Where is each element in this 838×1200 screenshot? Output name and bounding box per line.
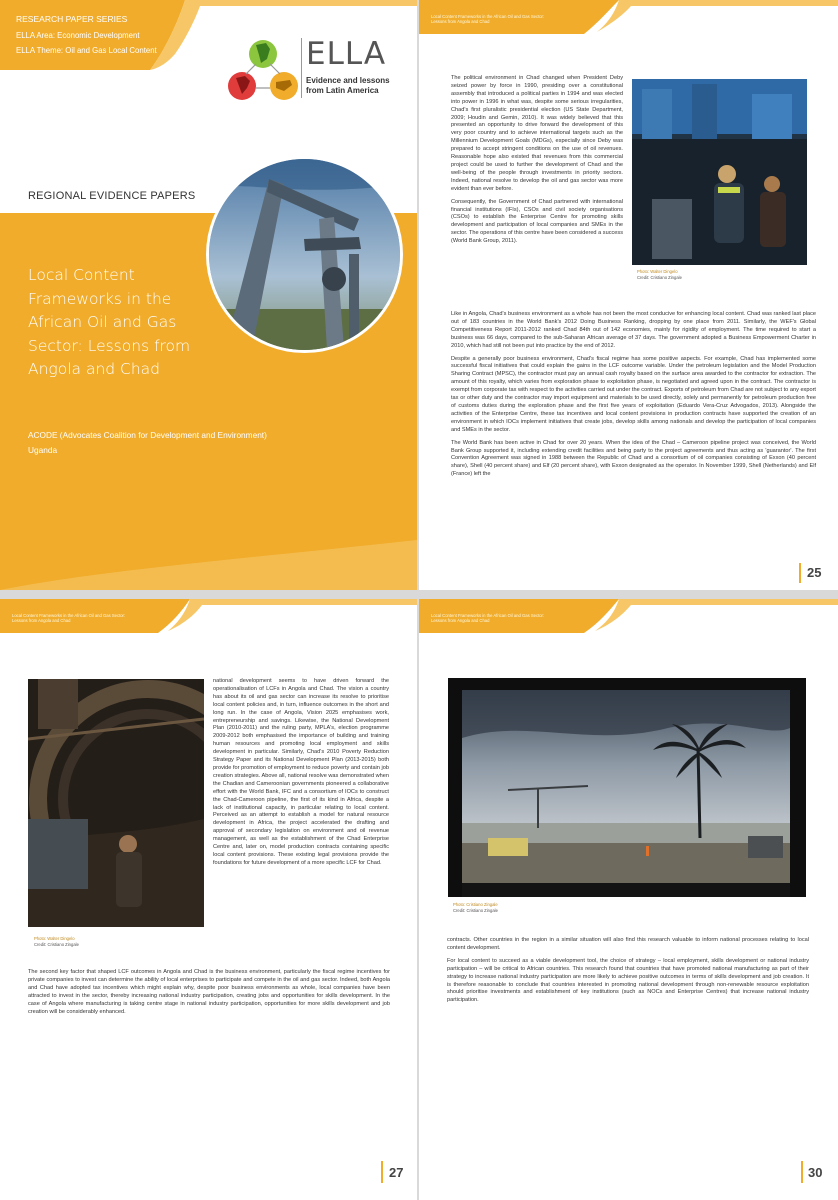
logo-divider — [301, 38, 302, 98]
caption-label: Photo: Cristiano Zingale — [453, 902, 498, 907]
cover-page — [0, 0, 417, 590]
cover-photo-oil-pump — [206, 156, 403, 353]
caption-credit: Credit: Cristiano Zingale — [453, 907, 498, 913]
page-number-bar — [801, 1161, 803, 1183]
paragraph: Despite a generally poor business environment, Chad's fiscal regime has some positive aspects. For example, Chad has implemented some successful fiscal initiatives that could explain the gains in the LCF outcome variable. Under the petroleum legislation and the Model Production Sharing Contract (MPSC), the contractor must pay an annual cash royalty based on the surface area awarded to the contractor for extraction. The amount of this royalty, which varies from exploration phase to exploitation phase, is negotiated and agreed upon in the contract. The contractor is exempt from corporate tax with respect to the activities carried out under the contract. Exports of petroleum from Chad are not subject to any export tax or other duty and the contractor may import equipment and materials to be used directly, solely and permanently for petroleum production free of customs duties during the exploration phase and the first five years of exploitation (Eduardo Vera-Cruz Advogados, 2013). Alongside the activities of the Enterprise Centre, these tax incentives and local content provisions in production contracts have supported the creation of an environment in which IOCs implement initiatives that create jobs, develop skills among nationals and develop the participation of local companies and SMEs in the sector. — [451, 355, 816, 433]
page-number: 30 — [808, 1165, 823, 1180]
logo-wordmark: ELLA — [306, 36, 387, 72]
paragraph: contracts. Other countries in the region in a similar situation will also find this research valuable to inform national processes relating to local content development. — [447, 937, 809, 951]
running-header — [431, 14, 591, 24]
column-text — [451, 75, 623, 251]
theme-label: ELLA Theme: Oil and Gas Local Content — [16, 46, 157, 55]
cover-bottom-wave — [0, 540, 417, 590]
section-label: REGIONAL EVIDENCE PAPERS — [28, 190, 196, 202]
paragraph: Like in Angola, Chad's business environment as a whole has not been the most conducive for enhancing local content. Chad was ranked last place out of 183 countries in the World Bank's 2012 Doing Business Ranking, dropping by one place from 2011. Similarly, the WEF's Global Competitiveness Report 2011-2012 ranked Chad 84th out of 142 economies, mainly for rigidity of employment. The time required to start a business was 66 days, compared to the sub-Saharan African average of 37 days. The government adopted a Business Empowerment Charter in 2010, which had still not been put into practice by the end of 2012. — [451, 311, 816, 349]
caption-label: Photo: Walter Dingelo — [34, 936, 75, 941]
running-header-line1: Local Content Frameworks in the African Oil and Gas Sector: — [431, 14, 545, 19]
running-header-line2: Lessons from Angola and Chad — [12, 618, 71, 624]
running-header — [12, 613, 172, 623]
paragraph: The second key factor that shaped LCF outcomes in Angola and Chad is the business environment, particularly the fiscal regime incentives for private companies to invest can determine the ability of local enterprises to participate and compete in the oil and gas sector. Indeed, both Angola and Chad have adopted tax incentives which might explain why, despite poor business environments as whole, local companies have been attracted to invest in the sector, thereby increasing national industry participation, creating jobs and opportunities for skills development. In the case of Angola where manufacturing is taking centre stage in national industry participation, opportunities for more skills development and job creation will be considerably enhanced. — [28, 969, 390, 1015]
logo-tagline-2: from Latin America — [306, 86, 379, 95]
cover-author: ACODE (Advocates Coalition for Development and Environment) — [28, 430, 267, 440]
caption-label: Photo: Walter Dingelo — [637, 269, 678, 274]
cover-country: Uganda — [28, 445, 58, 455]
page-number-bar — [799, 563, 801, 583]
page-number: 25 — [807, 565, 822, 580]
cover-title: Local Content Frameworks in the African Oil and Gas Sector: Lessons from Angola and Chad — [28, 266, 191, 378]
running-header-line1: Local Content Frameworks in the African Oil and Gas Sector: — [12, 613, 126, 618]
caption-credit: Credit: Cristiano Zingale — [637, 274, 682, 280]
page-number: 27 — [389, 1165, 404, 1180]
photo-caption — [34, 936, 79, 947]
page-25 — [419, 0, 838, 590]
running-header-line2: Lessons from Angola and Chad — [431, 19, 490, 25]
photo-caption — [453, 902, 498, 913]
area-label: ELLA Area: Economic Development — [16, 31, 140, 40]
photo-caption — [637, 269, 682, 280]
running-header-line2: Lessons from Angola and Chad — [431, 618, 490, 624]
paragraph: Consequently, the Government of Chad partnered with international financial institutions (IFIs), CSOs and civil society organisations (CSOs) to establish the Enterprise Centre for promoting skills development and participation of local companies and SMEs in the sector. The operations of this centre have been considered a success (World Bank Group, 2011). — [451, 198, 623, 245]
logo-tagline-1: Evidence and lessons — [306, 76, 390, 85]
running-header-line1: Local Content Frameworks in the African Oil and Gas Sector: — [431, 613, 545, 618]
column-text — [213, 678, 389, 873]
series-label: RESEARCH PAPER SERIES — [16, 14, 128, 24]
paragraph: For local content to succeed as a viable development tool, the choice of strategy – local employment, skills development or national industry participation – will be critical to African countries. This research found that countries that have promoted national manufacturing as part of their strategy to increase national industry participation are more likely to achieve positive outcomes in terms of skills development and job creation. It is therefore reasonable to conclude that countries interested in promoting national development through non-renewable resource exploitation should prioritise investments and establishment of key institutions (such as NOCs and Enterprise Centres) that increase national industry participation. — [447, 957, 809, 1004]
full-width-text — [447, 937, 809, 1010]
full-width-text — [28, 969, 390, 1021]
page-30 — [419, 599, 838, 1200]
running-header — [431, 613, 591, 623]
paragraph: The World Bank has been active in Chad for over 20 years. When the idea of the Chad – Cameroon pipeline project was conceived, the World Bank Group supported it, including extending credit facilities and being party to the project agreements and thus acting as 'guarantor'. The first Convention Agreement was signed in 1988 between the Republic of Chad and a consortium of oil companies consisting of Exxon (40 percent share), Shell (40 percent share) and Elf (20 percent share), with Exxon designated as the operator. In November 1999, Shell (Netherlands) and Elf (France) left the — [451, 439, 816, 478]
photo-pipe-worker — [28, 679, 204, 927]
photo-workers — [632, 79, 807, 265]
paragraph: national development seems to have driven forward the operationalisation of LCFs in Angola and Chad. The vision a country has about its oil and gas sector can increase its resolve to prioritise local content policies and, in turn, influence outcomes in the short and long run. In the case of Angola, Vision 2025 emphasises work, entrepreneurship and savings. Likewise, the National Development Plan (2010-2011) and the ruling party, MPLA's, election programme 2009-2012 both emphasised the importance of building and training human resources and promoting local employment and skills development in particular. Similarly, Chad's 2010 Poverty Reduction Strategy Paper and its National Development Plan (2013-2015) both provide for promotion of employment to reduce poverty and contain job creation strategies. Above all, national resolve was demonstrated when the Chadian and Cameroonian governments pioneered a collaborative effort with the World Bank, IFC and a consortium of IOCs to construct the Chad-Cameroon pipeline, the first of its kind in Africa, despite a lack of institutional capacity, in particular relating to local content. Perceived as an attempt to establish a model for natural resource development in Africa, the project accelerated the drafting and approval of secondary legislation on environment and oil revenue management, as well as the establishment of the Chad Enterprise Centre and, later on, model production contracts containing specific local content provisions. These existing legal provisions provide the foundations for future development of a more specific LCF for Chad. — [213, 678, 389, 866]
paragraph: The political environment in Chad changed when President Deby seized power by force in 1990, presiding over a constitutional assembly that introduced a political parties in 1994 and was elected into power in 1996 in what was, despite some serious irregularities, Chad's first pluralistic presidential election (US State Department, 2009; Houdin and Gemin, 2010). It was widely believed that this presented an opportunity to drive forward the development of this very poor country and to achieve international targets such as the Millennium Development Goals (MDGs), especially since Deby was prepared to accept stringent conditions on the use of oil revenues. Reasonable hope also existed that revenues from this commercial project could be used to further the development of Chad and the well-being of the people through investments in priority sectors. Indeed, national resolve to develop the oil and gas sector was more evident than ever before. — [451, 75, 623, 192]
page-number-bar — [381, 1161, 383, 1183]
full-width-text — [451, 311, 816, 484]
photo-palm-yard — [448, 678, 806, 897]
ella-logo-icon — [226, 36, 300, 104]
caption-credit: Credit: Cristiano Zingale — [34, 941, 79, 947]
page-27 — [0, 599, 417, 1200]
